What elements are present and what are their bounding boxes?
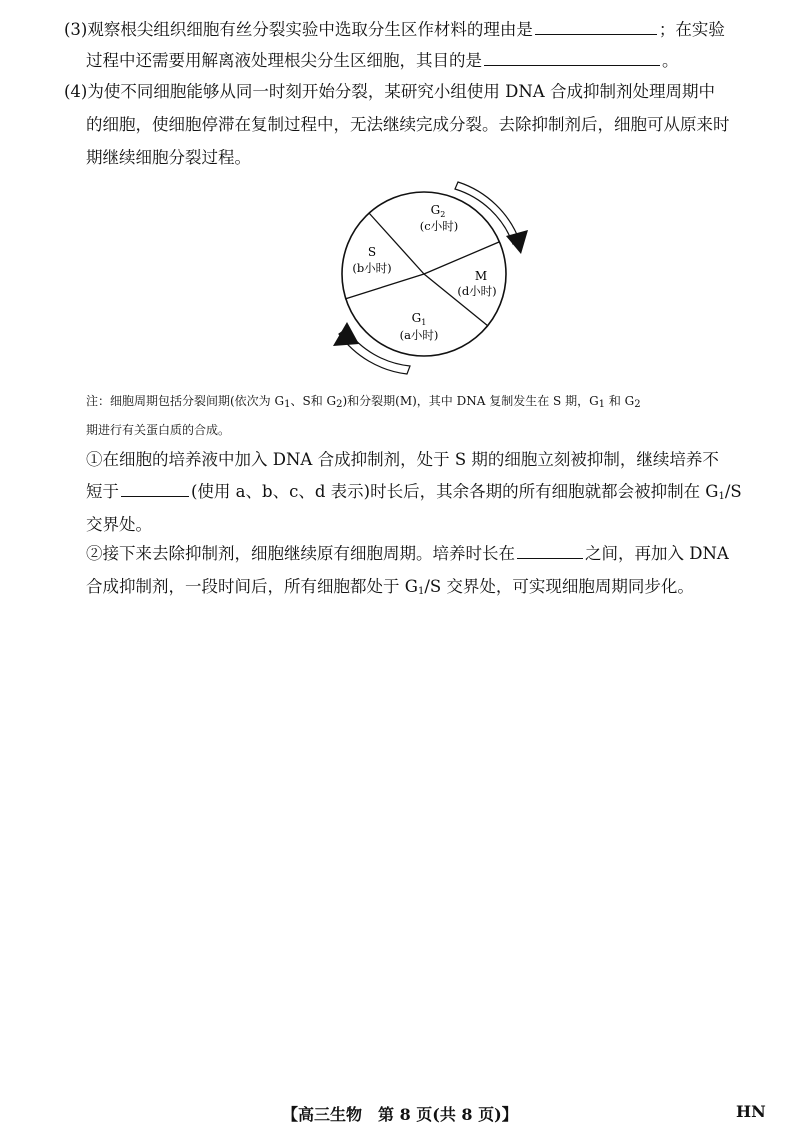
m-label: M	[474, 269, 488, 283]
s-time: (b小时)	[352, 261, 392, 275]
g1-label: $G_1$	[411, 311, 427, 327]
answer-blank[interactable]	[121, 480, 189, 497]
answer-blank[interactable]	[535, 18, 657, 35]
q3-line-1: (3)观察根尖组织细胞有丝分裂实验中选取分生区作材料的理由是 ；在实验	[64, 20, 725, 39]
g2-label: $G_2$	[430, 203, 446, 219]
note-line-1: 注：细胞周期包括分裂间期(依次为 $G_1$、S和 $G_2$)和分裂期(M)，其中 DNA 复制发生在 S 期，$G_1$ 和 $G_2$	[86, 394, 641, 410]
q3-line-2: 过程中还需要用解离液处理根尖分生区细胞，其目的是 。	[86, 51, 679, 70]
divider-g2-m	[424, 242, 499, 274]
q4-line-2: 的细胞，使细胞停滞在复制过程中，无法继续完成分裂。去除抑制剂后，细胞可从原来时	[86, 115, 730, 134]
sub2-line-1: ②接下来去除抑制剂，细胞继续原有细胞周期。培养时长在 之间，再加入 DNA	[86, 544, 729, 563]
footer-code: HN	[736, 1102, 766, 1121]
m-time: (d小时)	[457, 284, 497, 298]
g1-time: (a小时)	[399, 328, 439, 342]
s-label: S	[367, 245, 377, 259]
sub1-line-3: 交界处。	[86, 515, 152, 534]
answer-blank[interactable]	[484, 49, 660, 66]
arrow-top-right-icon	[455, 182, 520, 244]
page-footer: 【高三生物 第 8 页(共 8 页)】	[282, 1105, 518, 1124]
q4-line-3: 期继续细胞分裂过程。	[86, 148, 251, 167]
sub2-line-2: 合成抑制剂，一段时间后，所有细胞都处于 $G_1/S$ 交界处，可实现细胞周期同步化。	[86, 577, 694, 597]
divider-g1-s	[345, 274, 424, 299]
sub1-line-2: 短于 (使用 a、b、c、d 表示)时长后，其余各期的所有细胞就都会被抑制在 $G_1/S$	[86, 482, 742, 502]
note-line-2: 期进行有关蛋白质的合成。	[86, 423, 231, 437]
q4-line-1: (4)为使不同细胞能够从同一时刻开始分裂，某研究小组使用 DNA 合成抑制剂处理周期中	[64, 82, 715, 101]
g2-time: (c小时)	[419, 219, 459, 233]
arrowhead-bottom-left-icon	[333, 322, 359, 346]
answer-blank[interactable]	[517, 542, 583, 559]
cell-cycle-diagram	[325, 170, 535, 385]
sub1-line-1: ①在细胞的培养液中加入 DNA 合成抑制剂，处于 S 期的细胞立刻被抑制，继续培养不	[86, 450, 719, 469]
